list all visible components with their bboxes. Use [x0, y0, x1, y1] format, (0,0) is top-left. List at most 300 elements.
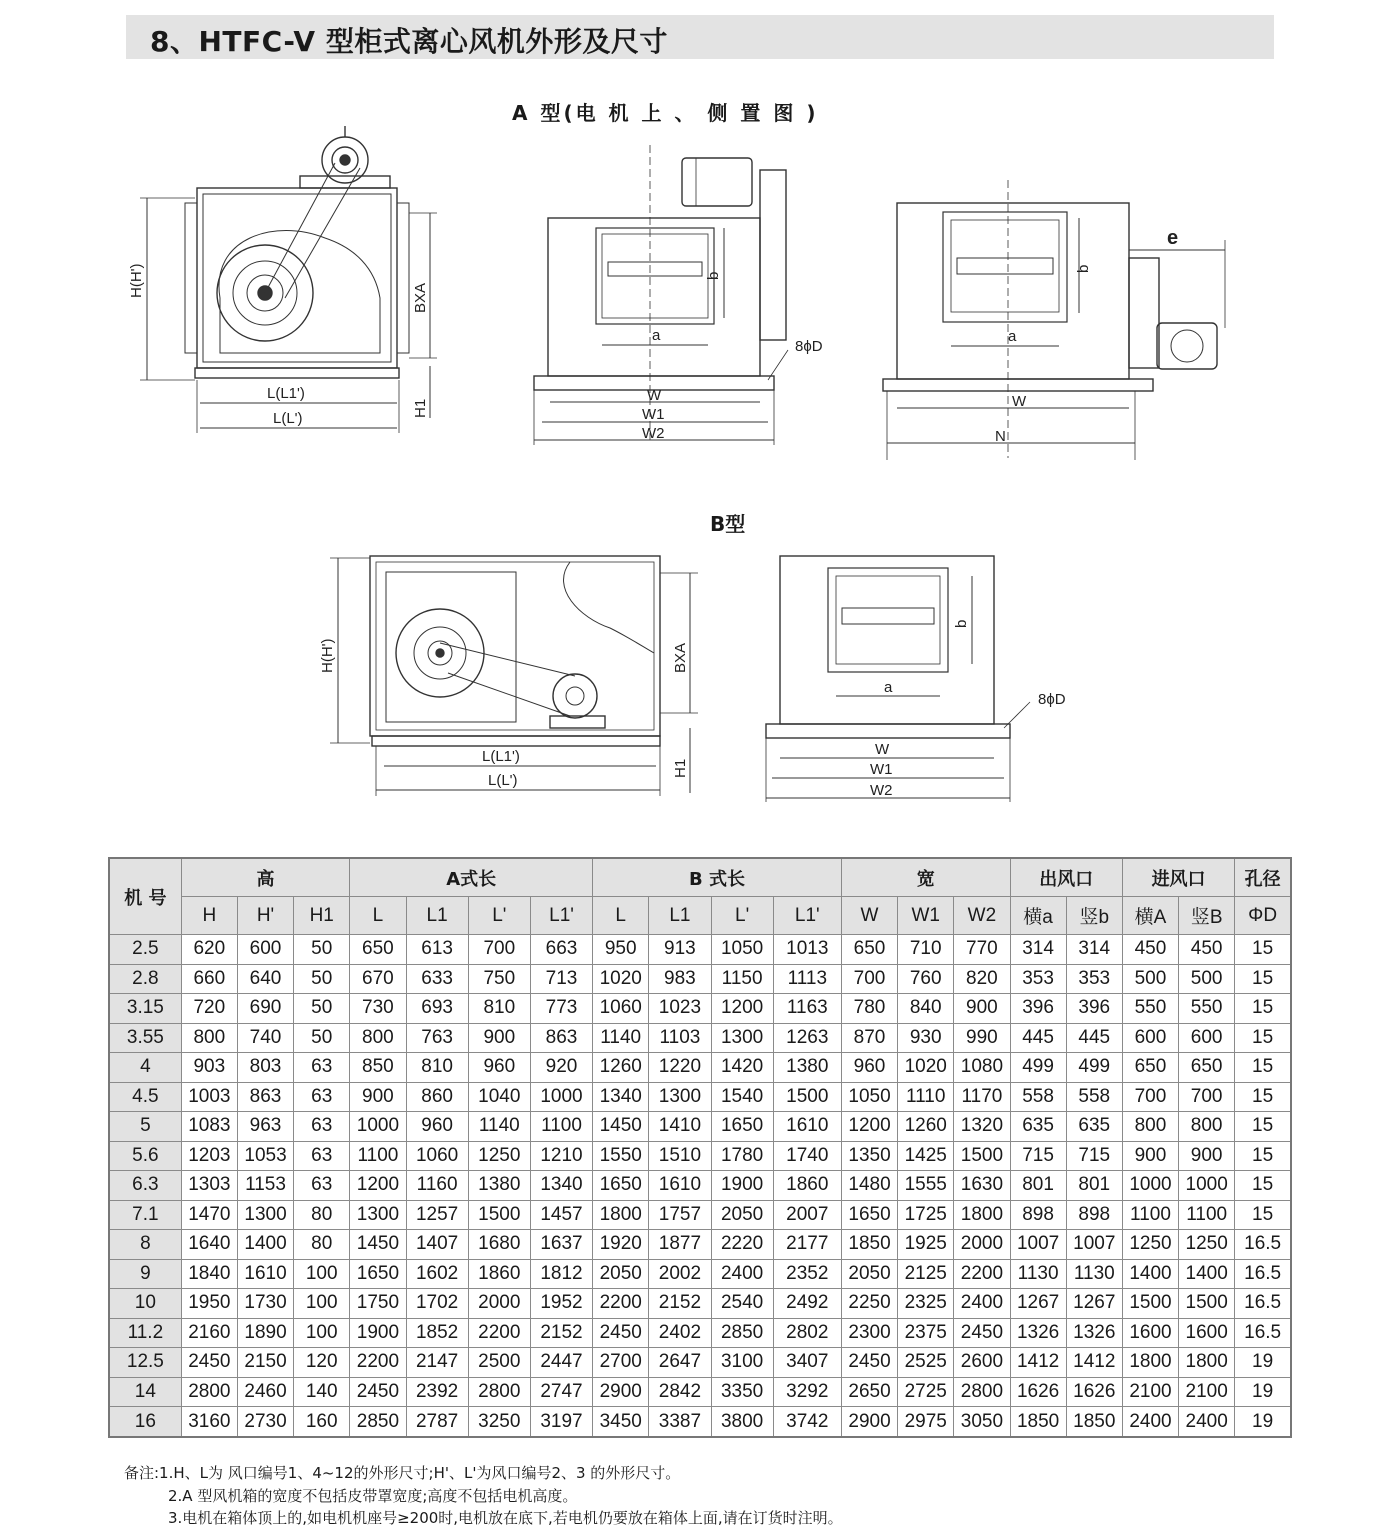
value-cell: 1925 — [898, 1230, 954, 1260]
value-cell: 2450 — [841, 1348, 897, 1378]
value-cell: 1600 — [1179, 1318, 1235, 1348]
figure-b-front-view — [760, 552, 1100, 802]
table-row — [109, 1230, 1291, 1260]
value-cell: 550 — [1179, 994, 1235, 1024]
th-inlet: 进风口 — [1122, 858, 1234, 897]
value-cell: 15 — [1235, 935, 1291, 965]
value-cell: 16.5 — [1235, 1289, 1291, 1319]
value-cell: 15 — [1235, 1200, 1291, 1230]
value-cell: 2200 — [954, 1259, 1010, 1289]
value-cell: 2540 — [711, 1289, 773, 1319]
value-cell: 3292 — [773, 1377, 841, 1407]
dim-holes: 8ϕD — [1038, 691, 1066, 708]
value-cell: 314 — [1010, 935, 1066, 965]
value-cell: 640 — [237, 964, 293, 994]
value-cell: 1812 — [530, 1259, 592, 1289]
table-row — [109, 1348, 1291, 1378]
value-cell: 740 — [237, 1023, 293, 1053]
b-front-housing — [780, 556, 994, 724]
value-cell: 1852 — [406, 1318, 468, 1348]
dim-l1: L(L1') — [267, 385, 305, 402]
value-cell: 2525 — [898, 1348, 954, 1378]
value-cell: 2650 — [841, 1377, 897, 1407]
value-cell: 100 — [294, 1259, 350, 1289]
dim-a: a — [1008, 328, 1017, 345]
figure-b-caption: B型 — [710, 512, 746, 536]
value-cell: 2200 — [350, 1348, 406, 1378]
value-cell: 396 — [1066, 994, 1122, 1024]
th-height: 高 — [181, 858, 350, 897]
value-cell: 1100 — [350, 1141, 406, 1171]
value-cell: 800 — [181, 1023, 237, 1053]
dim-b: b — [953, 619, 970, 628]
th-b-length: B 式长 — [593, 858, 842, 897]
value-cell: 1200 — [350, 1171, 406, 1201]
dim-w: W — [1012, 393, 1027, 410]
value-cell: 650 — [841, 935, 897, 965]
value-cell: 1326 — [1010, 1318, 1066, 1348]
value-cell: 750 — [468, 964, 530, 994]
table-row — [109, 935, 1291, 965]
value-cell: 900 — [954, 994, 1010, 1024]
value-cell: 3450 — [593, 1407, 649, 1437]
spec-table — [108, 857, 1292, 1438]
value-cell: 1000 — [350, 1112, 406, 1142]
value-cell: 763 — [406, 1023, 468, 1053]
value-cell: 1480 — [841, 1171, 897, 1201]
sub-header-cell: 竖b — [1066, 897, 1122, 935]
value-cell: 2400 — [711, 1259, 773, 1289]
value-cell: 1840 — [181, 1259, 237, 1289]
value-cell: 620 — [181, 935, 237, 965]
th-a-length: A式长 — [350, 858, 593, 897]
value-cell: 1000 — [1179, 1171, 1235, 1201]
value-cell: 600 — [237, 935, 293, 965]
value-cell: 920 — [530, 1053, 592, 1083]
value-cell: 2747 — [530, 1377, 592, 1407]
value-cell: 2177 — [773, 1230, 841, 1260]
value-cell: 801 — [1010, 1171, 1066, 1201]
value-cell: 3050 — [954, 1407, 1010, 1437]
value-cell: 1626 — [1010, 1377, 1066, 1407]
sub-header-cell: 横a — [1010, 897, 1066, 935]
value-cell: 1300 — [649, 1082, 711, 1112]
value-cell: 3742 — [773, 1407, 841, 1437]
value-cell: 15 — [1235, 964, 1291, 994]
value-cell: 1003 — [181, 1082, 237, 1112]
value-cell: 1425 — [898, 1141, 954, 1171]
value-cell: 960 — [841, 1053, 897, 1083]
dim-h1: H1 — [672, 758, 689, 778]
value-cell: 80 — [294, 1200, 350, 1230]
dim-b: b — [705, 271, 722, 280]
note-1: 备注:1.H、L为 风口编号1、4~12的外形尺寸;H'、L'为风口编号2、3 的外形尺寸。 — [124, 1464, 681, 1482]
spec-body — [109, 935, 1291, 1438]
value-cell: 1450 — [350, 1230, 406, 1260]
value-cell: 715 — [1010, 1141, 1066, 1171]
dim-w2: W2 — [870, 782, 893, 799]
value-cell: 2000 — [954, 1230, 1010, 1260]
value-cell: 1920 — [593, 1230, 649, 1260]
value-cell: 1130 — [1010, 1259, 1066, 1289]
model-cell: 4.5 — [109, 1082, 181, 1112]
table-row — [109, 1171, 1291, 1201]
value-cell: 2200 — [468, 1318, 530, 1348]
value-cell: 1140 — [468, 1112, 530, 1142]
value-cell: 50 — [294, 964, 350, 994]
value-cell: 2730 — [237, 1407, 293, 1437]
table-row — [109, 1407, 1291, 1437]
value-cell: 2200 — [593, 1289, 649, 1319]
value-cell: 2325 — [898, 1289, 954, 1319]
value-cell: 2725 — [898, 1377, 954, 1407]
value-cell: 800 — [1122, 1112, 1178, 1142]
value-cell: 1412 — [1066, 1348, 1122, 1378]
sub-header-cell: 竖B — [1179, 897, 1235, 935]
value-cell: 760 — [898, 964, 954, 994]
value-cell: 3160 — [181, 1407, 237, 1437]
value-cell: 15 — [1235, 1171, 1291, 1201]
figure-a-side-view — [125, 118, 455, 443]
value-cell: 2100 — [1179, 1377, 1235, 1407]
sub-header-cell: H' — [237, 897, 293, 935]
value-cell: 1023 — [649, 994, 711, 1024]
value-cell: 713 — [530, 964, 592, 994]
value-cell: 1780 — [711, 1141, 773, 1171]
value-cell: 960 — [406, 1112, 468, 1142]
value-cell: 1602 — [406, 1259, 468, 1289]
dim-l1: L(L1') — [482, 748, 520, 765]
value-cell: 2220 — [711, 1230, 773, 1260]
sub-header-cell: L' — [468, 897, 530, 935]
model-cell: 2.8 — [109, 964, 181, 994]
value-cell: 1326 — [1066, 1318, 1122, 1348]
value-cell: 700 — [1179, 1082, 1235, 1112]
value-cell: 1007 — [1010, 1230, 1066, 1260]
value-cell: 2900 — [593, 1377, 649, 1407]
value-cell: 1000 — [1122, 1171, 1178, 1201]
value-cell: 1650 — [593, 1171, 649, 1201]
value-cell: 1500 — [468, 1200, 530, 1230]
value-cell: 1220 — [649, 1053, 711, 1083]
figure-b-side-view — [310, 548, 710, 798]
value-cell: 1200 — [711, 994, 773, 1024]
value-cell: 396 — [1010, 994, 1066, 1024]
value-cell: 2150 — [237, 1348, 293, 1378]
value-cell: 100 — [294, 1289, 350, 1319]
value-cell: 2352 — [773, 1259, 841, 1289]
value-cell: 15 — [1235, 1023, 1291, 1053]
dim-h1: H1 — [412, 398, 429, 418]
table-row — [109, 1082, 1291, 1112]
value-cell: 820 — [954, 964, 1010, 994]
value-cell: 15 — [1235, 1053, 1291, 1083]
dim-b: b — [1075, 264, 1092, 273]
figure-a-front-view — [520, 140, 850, 455]
model-cell: 4 — [109, 1053, 181, 1083]
dim-h: H(H') — [319, 638, 336, 673]
sub-header-cell: W — [841, 897, 897, 935]
value-cell: 1260 — [593, 1053, 649, 1083]
value-cell: 1800 — [1122, 1348, 1178, 1378]
figure-a-side-motor-view — [875, 178, 1245, 463]
value-cell: 1300 — [711, 1023, 773, 1053]
note-3: 3.电机在箱体顶上的,如电机机座号≥200时,电机放在底下,若电机仍要放在箱体上面,请在订货时注明。 — [168, 1509, 843, 1527]
value-cell: 1340 — [530, 1171, 592, 1201]
value-cell: 2647 — [649, 1348, 711, 1378]
value-cell: 100 — [294, 1318, 350, 1348]
value-cell: 1750 — [350, 1289, 406, 1319]
value-cell: 1103 — [649, 1023, 711, 1053]
value-cell: 445 — [1010, 1023, 1066, 1053]
value-cell: 1060 — [406, 1141, 468, 1171]
value-cell: 2450 — [593, 1318, 649, 1348]
value-cell: 1730 — [237, 1289, 293, 1319]
value-cell: 1610 — [773, 1112, 841, 1142]
sub-header-cell: W1 — [898, 897, 954, 935]
table-row — [109, 1112, 1291, 1142]
value-cell: 1083 — [181, 1112, 237, 1142]
model-cell: 6.3 — [109, 1171, 181, 1201]
value-cell: 2800 — [181, 1377, 237, 1407]
value-cell: 1250 — [468, 1141, 530, 1171]
value-cell: 2002 — [649, 1259, 711, 1289]
side-motor-housing — [897, 203, 1129, 379]
table-row — [109, 1289, 1291, 1319]
value-cell: 1680 — [468, 1230, 530, 1260]
value-cell: 693 — [406, 994, 468, 1024]
value-cell: 63 — [294, 1171, 350, 1201]
dim-w: W — [875, 741, 890, 758]
value-cell: 660 — [181, 964, 237, 994]
sub-header-cell: L1' — [530, 897, 592, 935]
value-cell: 445 — [1066, 1023, 1122, 1053]
table-row — [109, 964, 1291, 994]
value-cell: 930 — [898, 1023, 954, 1053]
value-cell: 1450 — [593, 1112, 649, 1142]
value-cell: 2400 — [1122, 1407, 1178, 1437]
value-cell: 1160 — [406, 1171, 468, 1201]
dim-l: L(L') — [488, 772, 518, 789]
value-cell: 2700 — [593, 1348, 649, 1378]
value-cell: 600 — [1179, 1023, 1235, 1053]
value-cell: 650 — [1122, 1053, 1178, 1083]
value-cell: 983 — [649, 964, 711, 994]
value-cell: 963 — [237, 1112, 293, 1142]
value-cell: 1320 — [954, 1112, 1010, 1142]
value-cell: 870 — [841, 1023, 897, 1053]
b-housing-outline — [370, 556, 660, 736]
value-cell: 2147 — [406, 1348, 468, 1378]
value-cell: 900 — [1179, 1141, 1235, 1171]
value-cell: 2850 — [350, 1407, 406, 1437]
value-cell: 2125 — [898, 1259, 954, 1289]
value-cell: 16.5 — [1235, 1259, 1291, 1289]
value-cell: 499 — [1066, 1053, 1122, 1083]
dim-w: W — [647, 387, 662, 404]
sub-header-cell: L1 — [649, 897, 711, 935]
value-cell: 120 — [294, 1348, 350, 1378]
value-cell: 1850 — [1066, 1407, 1122, 1437]
value-cell: 1100 — [1122, 1200, 1178, 1230]
value-cell: 1400 — [1122, 1259, 1178, 1289]
value-cell: 2050 — [841, 1259, 897, 1289]
value-cell: 633 — [406, 964, 468, 994]
sub-header-cell: L1 — [406, 897, 468, 935]
value-cell: 63 — [294, 1141, 350, 1171]
value-cell: 1020 — [593, 964, 649, 994]
value-cell: 1500 — [1179, 1289, 1235, 1319]
value-cell: 1140 — [593, 1023, 649, 1053]
value-cell: 1410 — [649, 1112, 711, 1142]
page-title: 8、HTFC-V 型柜式离心风机外形及尺寸 — [150, 25, 668, 58]
value-cell: 1153 — [237, 1171, 293, 1201]
value-cell: 1800 — [1179, 1348, 1235, 1378]
value-cell: 700 — [468, 935, 530, 965]
model-cell: 14 — [109, 1377, 181, 1407]
value-cell: 1267 — [1010, 1289, 1066, 1319]
th-hole: 孔径 — [1235, 858, 1291, 897]
value-cell: 15 — [1235, 994, 1291, 1024]
dim-a: a — [652, 327, 661, 344]
value-cell: 550 — [1122, 994, 1178, 1024]
value-cell: 1950 — [181, 1289, 237, 1319]
sub-header-cell: L — [350, 897, 406, 935]
sub-header-cell: L' — [711, 897, 773, 935]
value-cell: 500 — [1122, 964, 1178, 994]
value-cell: 2450 — [350, 1377, 406, 1407]
value-cell: 710 — [898, 935, 954, 965]
value-cell: 1060 — [593, 994, 649, 1024]
value-cell: 1800 — [954, 1200, 1010, 1230]
value-cell: 1300 — [237, 1200, 293, 1230]
sub-header-cell: L — [593, 897, 649, 935]
model-cell: 9 — [109, 1259, 181, 1289]
value-cell: 16.5 — [1235, 1318, 1291, 1348]
value-cell: 2050 — [593, 1259, 649, 1289]
value-cell: 140 — [294, 1377, 350, 1407]
value-cell: 1050 — [841, 1082, 897, 1112]
value-cell: 863 — [237, 1082, 293, 1112]
value-cell: 1203 — [181, 1141, 237, 1171]
value-cell: 1650 — [350, 1259, 406, 1289]
value-cell: 1163 — [773, 994, 841, 1024]
sub-header-cell: L1' — [773, 897, 841, 935]
value-cell: 3250 — [468, 1407, 530, 1437]
value-cell: 1100 — [1179, 1200, 1235, 1230]
value-cell: 3100 — [711, 1348, 773, 1378]
value-cell: 1470 — [181, 1200, 237, 1230]
model-cell: 3.15 — [109, 994, 181, 1024]
value-cell: 1263 — [773, 1023, 841, 1053]
value-cell: 1890 — [237, 1318, 293, 1348]
value-cell: 500 — [1179, 964, 1235, 994]
value-cell: 860 — [406, 1082, 468, 1112]
value-cell: 1412 — [1010, 1348, 1066, 1378]
value-cell: 2375 — [898, 1318, 954, 1348]
value-cell: 800 — [350, 1023, 406, 1053]
value-cell: 1860 — [773, 1171, 841, 1201]
value-cell: 1040 — [468, 1082, 530, 1112]
model-cell: 5.6 — [109, 1141, 181, 1171]
value-cell: 50 — [294, 1023, 350, 1053]
value-cell: 898 — [1066, 1200, 1122, 1230]
model-cell: 5 — [109, 1112, 181, 1142]
value-cell: 2000 — [468, 1289, 530, 1319]
value-cell: 1113 — [773, 964, 841, 994]
value-cell: 650 — [350, 935, 406, 965]
value-cell: 2787 — [406, 1407, 468, 1437]
value-cell: 840 — [898, 994, 954, 1024]
value-cell: 1650 — [711, 1112, 773, 1142]
value-cell: 900 — [350, 1082, 406, 1112]
table-row — [109, 1053, 1291, 1083]
value-cell: 1740 — [773, 1141, 841, 1171]
value-cell: 2492 — [773, 1289, 841, 1319]
value-cell: 2460 — [237, 1377, 293, 1407]
table-row — [109, 1141, 1291, 1171]
dim-w2: W2 — [642, 425, 665, 442]
value-cell: 1500 — [1122, 1289, 1178, 1319]
value-cell: 1400 — [1179, 1259, 1235, 1289]
value-cell: 2975 — [898, 1407, 954, 1437]
value-cell: 1170 — [954, 1082, 1010, 1112]
dim-bxa: BXA — [412, 282, 429, 313]
value-cell: 2250 — [841, 1289, 897, 1319]
value-cell: 353 — [1010, 964, 1066, 994]
value-cell: 1725 — [898, 1200, 954, 1230]
value-cell: 19 — [1235, 1348, 1291, 1378]
dim-holes: 8ϕD — [795, 338, 823, 355]
sub-header-row — [109, 897, 1291, 935]
value-cell: 600 — [1122, 1023, 1178, 1053]
value-cell: 80 — [294, 1230, 350, 1260]
value-cell: 1900 — [350, 1318, 406, 1348]
value-cell: 900 — [468, 1023, 530, 1053]
model-cell: 8 — [109, 1230, 181, 1260]
value-cell: 1555 — [898, 1171, 954, 1201]
dim-e: e — [1167, 227, 1179, 249]
model-cell: 2.5 — [109, 935, 181, 965]
value-cell: 613 — [406, 935, 468, 965]
dim-n: N — [995, 428, 1006, 445]
value-cell: 2842 — [649, 1377, 711, 1407]
dim-w1: W1 — [642, 406, 665, 423]
value-cell: 670 — [350, 964, 406, 994]
value-cell: 2050 — [711, 1200, 773, 1230]
table-row — [109, 1377, 1291, 1407]
value-cell: 1610 — [237, 1259, 293, 1289]
value-cell: 1702 — [406, 1289, 468, 1319]
value-cell: 863 — [530, 1023, 592, 1053]
value-cell: 1250 — [1122, 1230, 1178, 1260]
value-cell: 3197 — [530, 1407, 592, 1437]
notes — [124, 1462, 843, 1530]
value-cell: 950 — [593, 935, 649, 965]
value-cell: 1210 — [530, 1141, 592, 1171]
value-cell: 3350 — [711, 1377, 773, 1407]
value-cell: 63 — [294, 1112, 350, 1142]
value-cell: 15 — [1235, 1112, 1291, 1142]
value-cell: 50 — [294, 994, 350, 1024]
value-cell: 2900 — [841, 1407, 897, 1437]
value-cell: 558 — [1066, 1082, 1122, 1112]
value-cell: 700 — [1122, 1082, 1178, 1112]
sub-header-cell: 横A — [1122, 897, 1178, 935]
value-cell: 1800 — [593, 1200, 649, 1230]
value-cell: 990 — [954, 1023, 1010, 1053]
sub-header-cell: W2 — [954, 897, 1010, 935]
